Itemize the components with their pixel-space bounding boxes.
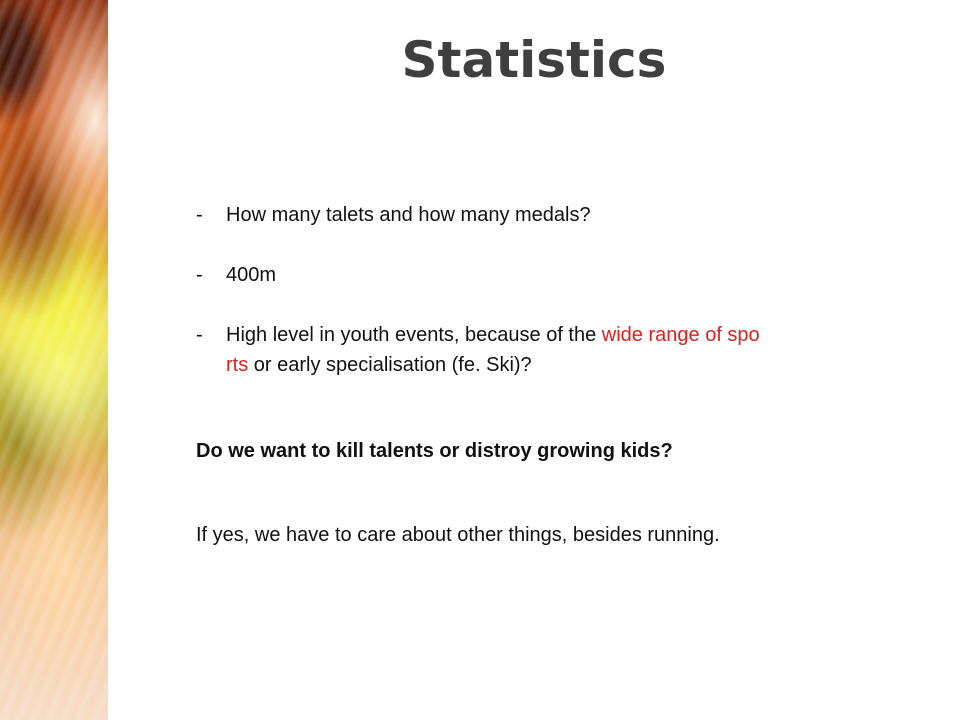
bullet-item (196, 260, 876, 290)
bullet-text-part: High level in youth events, because of the (226, 324, 602, 346)
key-question: Do we want to kill talents or distroy growing kids? (196, 440, 673, 462)
highlighted-phrase: rts (226, 354, 249, 376)
bullet-text: 400m (226, 264, 277, 286)
bullet-text (226, 320, 876, 380)
bullet-dash: - (196, 204, 203, 226)
bullet-dash: - (196, 324, 203, 346)
bullet-item (196, 200, 876, 230)
motion-blur-overlay (0, 0, 108, 720)
bullet-dash: - (196, 264, 203, 286)
closing-statement: If yes, we have to care about other things, besides running. (196, 524, 720, 546)
bullet-text-part: or early specialisation (fe. Ski)? (248, 354, 532, 376)
highlighted-phrase: wide range of spo (601, 324, 760, 346)
slide-title: Statistics (401, 31, 667, 89)
bullet-text: How many talets and how many medals? (226, 204, 591, 226)
bullet-item (196, 320, 876, 380)
slide-body (196, 200, 876, 550)
